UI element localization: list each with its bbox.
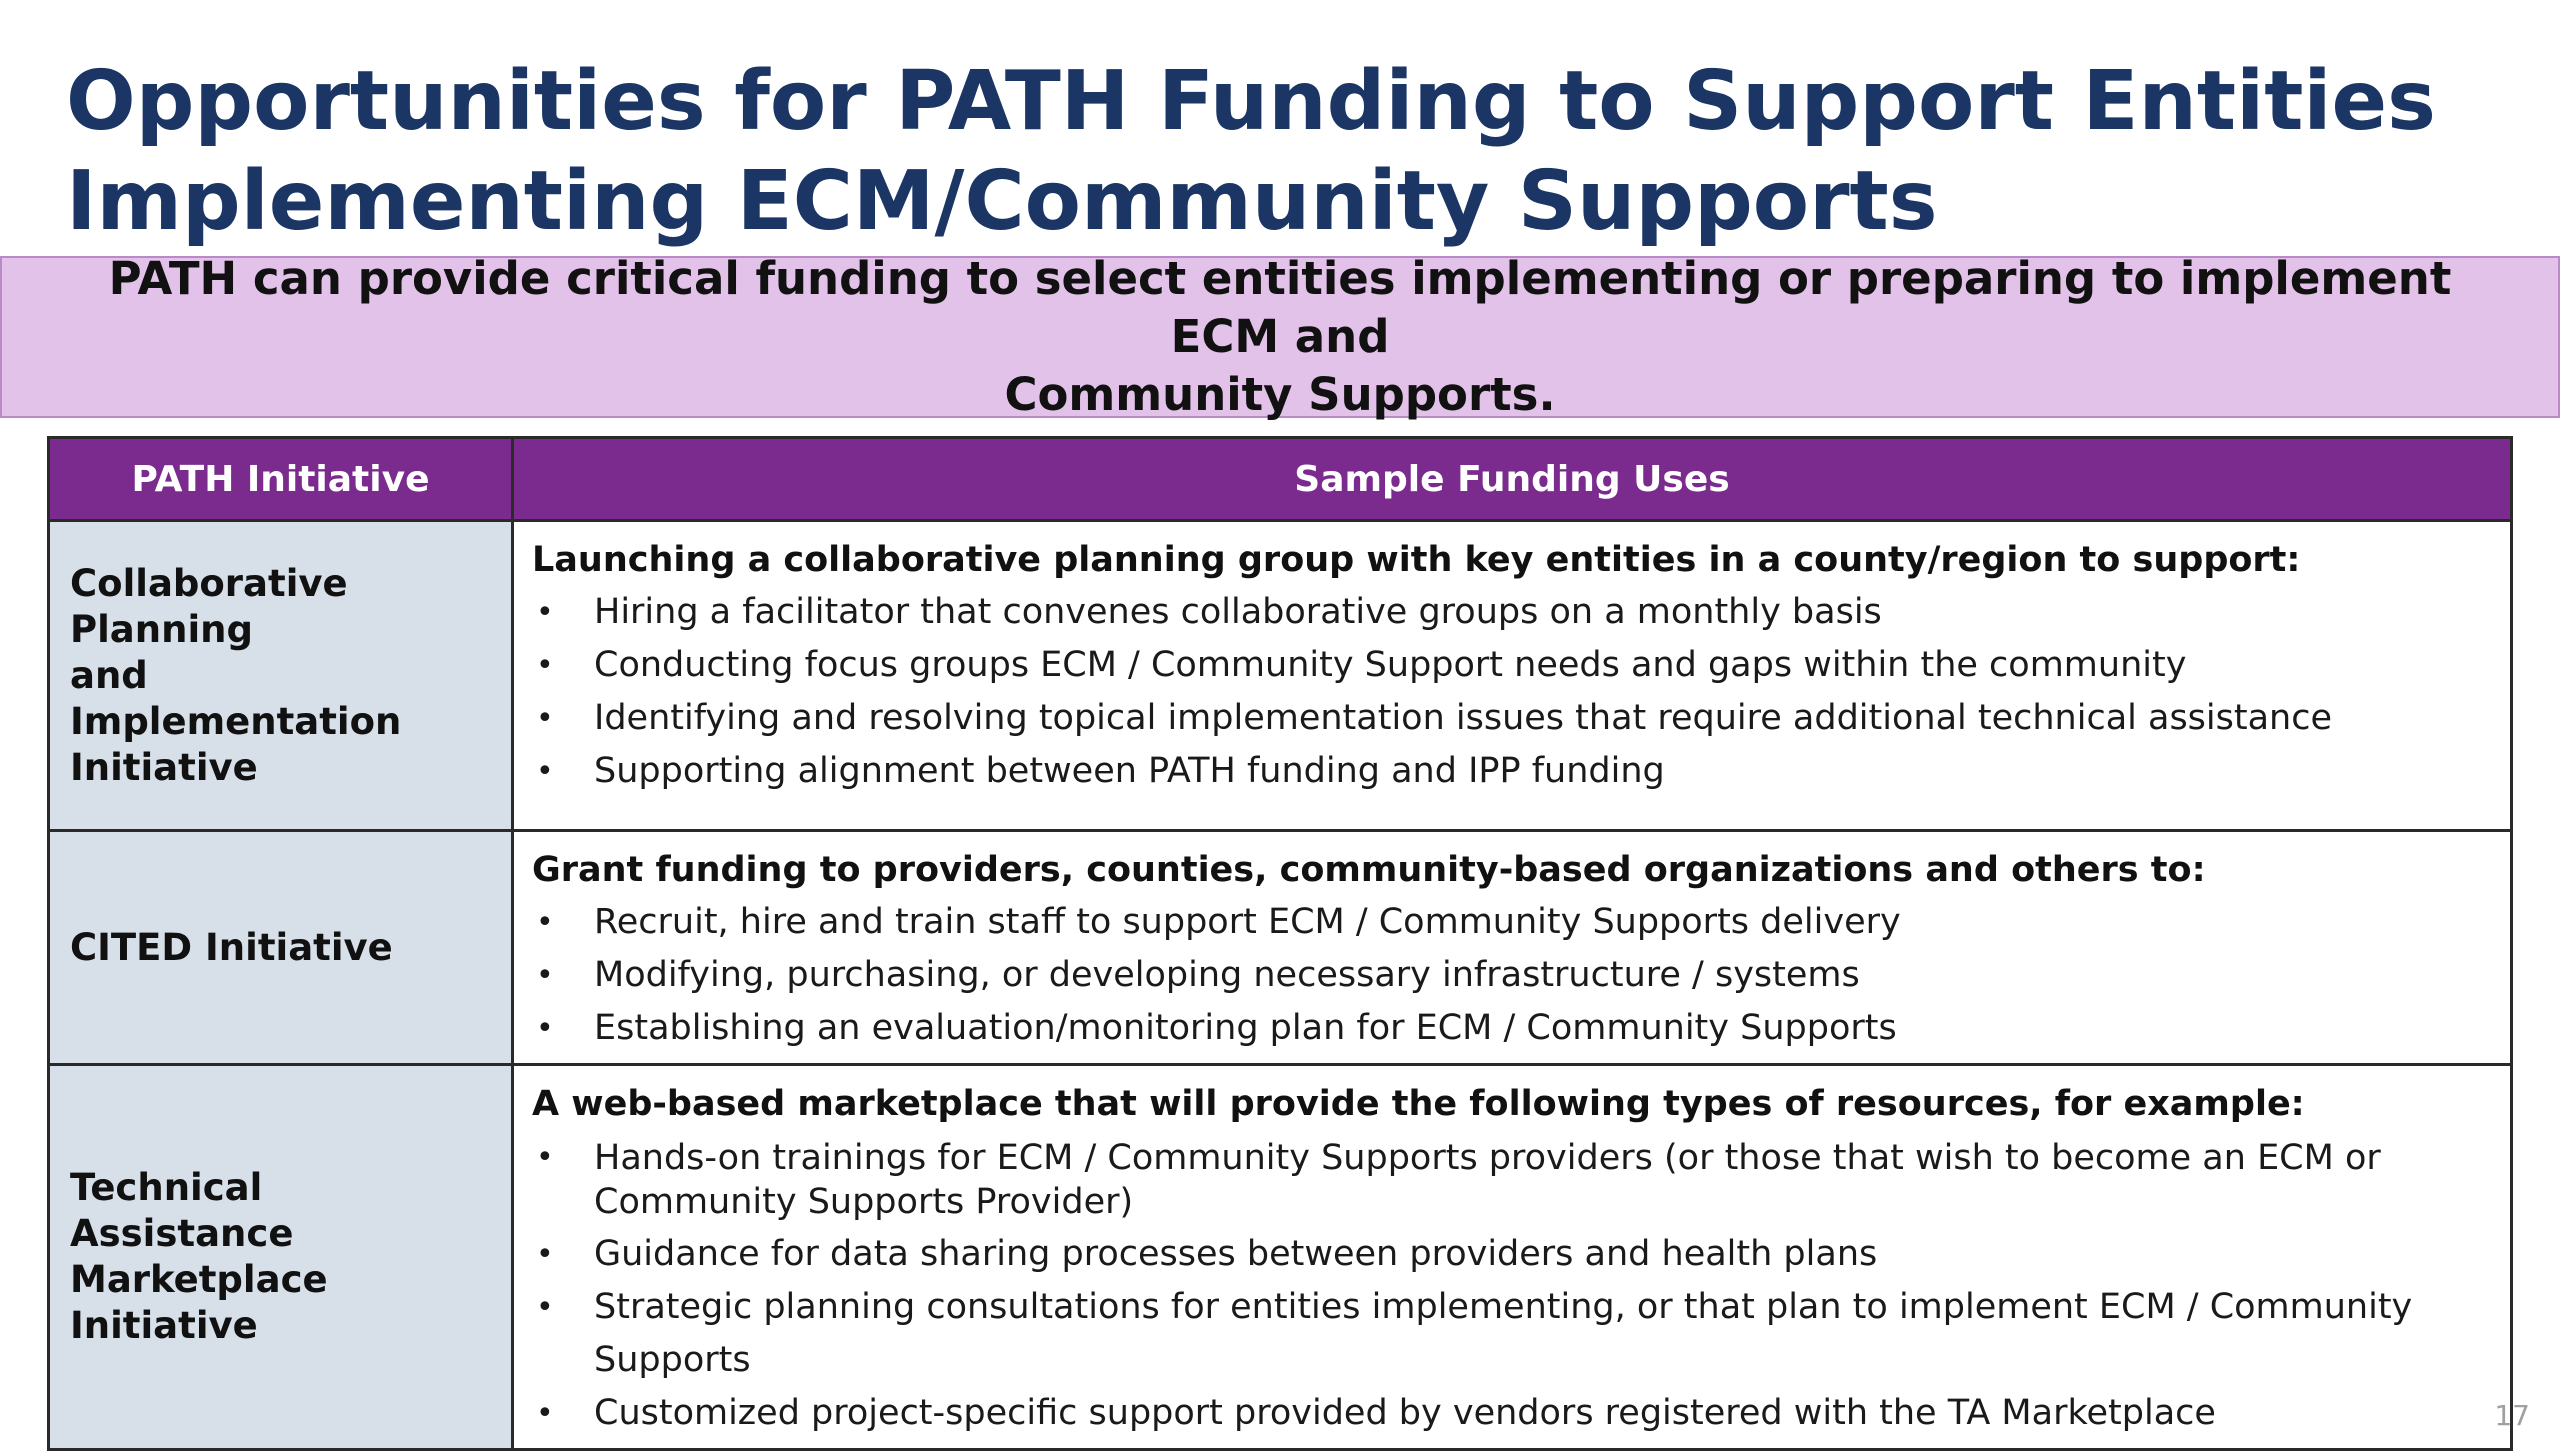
summary-banner-line-2: Community Supports.: [1004, 368, 1556, 421]
table-row-ta-marketplace: [49, 1065, 2512, 1450]
list-item-text: Hands-on trainings for ECM / Community Supports providers (or those that wish to become an ECM or Community Supports Provider): [594, 1138, 2381, 1222]
funding-uses-lead: A web-based marketplace that will provide the following types of resources, for example:: [532, 1084, 2305, 1124]
initiative-cell: [49, 521, 513, 831]
list-item-text: Guidance for data sharing processes between providers and health plans: [594, 1234, 1878, 1274]
list-item-text: Customized project-specific support provided by vendors registered with the TA Marketplace: [594, 1393, 2216, 1433]
bullet-icon: •: [536, 905, 554, 940]
bullet-icon: •: [536, 1396, 554, 1431]
list-item: [532, 1130, 2492, 1228]
initiative-label-line: Collaborative Planning: [70, 561, 348, 651]
initiative-cell: [49, 1065, 513, 1450]
list-item: [532, 745, 2492, 798]
list-item: [532, 1228, 2492, 1281]
list-item-text: Establishing an evaluation/monitoring plan for ECM / Community Supports: [594, 1008, 1897, 1048]
header-path-initiative: PATH Initiative: [49, 438, 513, 521]
bullet-icon: •: [536, 701, 554, 736]
funding-uses-cell: [513, 521, 2512, 831]
page-title: [66, 52, 2506, 252]
funding-uses-list: [532, 896, 2492, 1055]
list-item-text: Supporting alignment between PATH funding and IPP funding: [594, 751, 1665, 791]
page-title-line-2: Implementing ECM/Community Supports: [66, 154, 1938, 249]
list-item-text: Strategic planning consultations for entities implementing, or that plan to implement ECM / Community Supports: [594, 1287, 2413, 1380]
list-item-text: Recruit, hire and train staff to support ECM / Community Supports delivery: [594, 902, 1901, 942]
funding-uses-list: [532, 1130, 2492, 1440]
bullet-icon: •: [536, 1290, 554, 1325]
table-row-collaborative-planning: [49, 521, 2512, 831]
page-number: 17: [2494, 1399, 2530, 1432]
bullet-icon: •: [536, 1140, 554, 1175]
list-item: [532, 949, 2492, 1002]
list-item: [532, 639, 2492, 692]
initiative-label-line: Marketplace Initiative: [70, 1258, 328, 1347]
list-item-text: Hiring a facilitator that convenes collaborative groups on a monthly basis: [594, 592, 1882, 632]
list-item: [532, 1002, 2492, 1055]
initiative-cell: [49, 831, 513, 1065]
funding-uses-lead: Launching a collaborative planning group with key entities in a county/region to support:: [532, 540, 2301, 580]
funding-uses-list: [532, 586, 2492, 798]
summary-banner-text: [80, 250, 2480, 424]
table-row-cited: [49, 831, 2512, 1065]
header-sample-funding-uses: Sample Funding Uses: [513, 438, 2512, 521]
bullet-icon: •: [536, 595, 554, 630]
bullet-icon: •: [536, 754, 554, 789]
bullet-icon: •: [536, 1237, 554, 1272]
list-item: [532, 896, 2492, 949]
list-item: [532, 692, 2492, 745]
list-item: [532, 1387, 2492, 1440]
list-item: [532, 586, 2492, 639]
summary-banner-line-1: PATH can provide critical funding to select entities implementing or preparing to implement ECM and: [108, 252, 2452, 363]
initiative-label-line: Technical Assistance: [70, 1166, 294, 1255]
funding-uses-cell: [513, 831, 2512, 1065]
initiative-label-line: CITED Initiative: [70, 925, 393, 969]
list-item-text: Conducting focus groups ECM / Community Support needs and gaps within the community: [594, 645, 2187, 685]
initiative-label-line: and Implementation: [70, 653, 402, 743]
list-item-text: Identifying and resolving topical implementation issues that require additional technical assistance: [594, 698, 2333, 738]
funding-uses-lead: Grant funding to providers, counties, community-based organizations and others to:: [532, 850, 2206, 890]
bullet-icon: •: [536, 1011, 554, 1046]
initiative-label-line: Initiative: [70, 745, 258, 789]
funding-uses-cell: [513, 1065, 2512, 1450]
summary-banner: [0, 252, 2560, 421]
bullet-icon: •: [536, 958, 554, 993]
funding-table: [47, 436, 2513, 1451]
list-item: [532, 1281, 2492, 1387]
page-title-line-1: Opportunities for PATH Funding to Support Entities: [66, 54, 2436, 149]
list-item-text: Modifying, purchasing, or developing necessary infrastructure / systems: [594, 955, 1860, 995]
table-header-row: [49, 438, 2512, 521]
bullet-icon: •: [536, 648, 554, 683]
